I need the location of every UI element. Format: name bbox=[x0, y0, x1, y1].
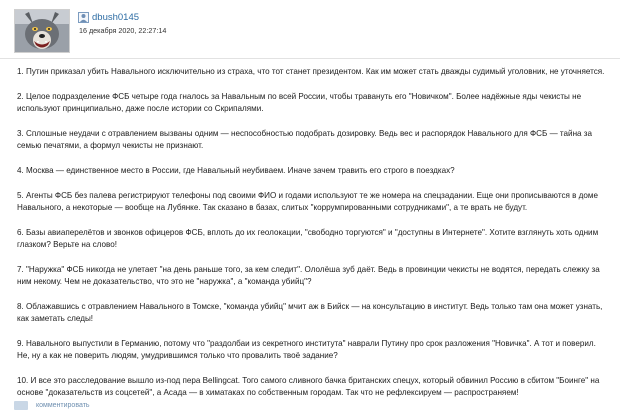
post-paragraph: 2. Целое подразделение ФСБ четыре года гналось за Навальным по всей России, чтобы травануть его "Новичком". Более надёжные яды чекисты не используют принципиально, даже после истории со Скрипалями. bbox=[17, 92, 582, 113]
post-body bbox=[17, 66, 607, 412]
comment-icon[interactable] bbox=[14, 401, 28, 410]
post-paragraph: 10. И все это расследование вышло из-под пера Bellingcat. Того самого сливного бачка британских спецух, который обвинил Россию в сбитом "Боинге" на основе "доказательств из соцсетей", а Асада — в химатаках по собственным городам. Так что не рефлексируем — распространяем! bbox=[17, 376, 600, 397]
post-paragraph: 3. Сплошные неудачи с отравлением вызваны одним — неспособностью подобрать дозировку. Ведь вес и распорядок Навального для ФСБ — тайна за семью печатями, а формул чекисты не признают. bbox=[17, 129, 593, 150]
post-header bbox=[0, 0, 620, 58]
post-paragraph: 8. Облажавшись с отравлением Навального в Томске, "команда убийц" мчит аж в Бийск — на консультацию в институт. Ведь только там она может узнать, как заметать следы! bbox=[17, 302, 603, 323]
author-row bbox=[78, 10, 139, 24]
avatar[interactable] bbox=[14, 9, 70, 53]
post-paragraph: 4. Москва — единственное место в России, где Навальный неубиваем. Иначе зачем травить его строго в поездках? bbox=[17, 166, 455, 175]
user-icon bbox=[78, 12, 89, 23]
post-paragraph: 5. Агенты ФСБ без палева регистрируют телефоны под своими ФИО и годами используют те же номера на спецзадании. Еще они прописываются в доме Навального, а некоторые — вообще на Лубянке. Так сказано в базах, слитых "коррумпированными сотрудниками", а те врать не будут. bbox=[17, 191, 598, 212]
header-divider bbox=[0, 58, 620, 59]
post-paragraph: 9. Навального выпустили в Германию, потому что "раздолбаи из секретного института" наврали Путину про срок разложения "Новичка". А тот и поверил. Не, ну а как не поверить людям, умудрившимся только что провалить твоё задание? bbox=[17, 339, 596, 360]
wolf-avatar-image bbox=[15, 10, 69, 52]
username-link[interactable]: dbush0145 bbox=[92, 11, 140, 23]
post-footer bbox=[14, 401, 90, 410]
comment-link[interactable]: комментировать bbox=[36, 402, 90, 409]
post-date: 16 декабря 2020, 22:27:14 bbox=[79, 26, 167, 35]
post-paragraph: 1. Путин приказал убить Навального исключительно из страха, что тот станет президентом. Как им может стать дважды судимый уголовник, не уточняется. bbox=[17, 67, 605, 76]
post-paragraph: 6. Базы авиаперелётов и звонков офицеров ФСБ, вплоть до их геолокации, "свободно торгуются" и "доступны в Интернете". Хотите взглянуть хоть одним глазком? Верьте на слово! bbox=[17, 228, 599, 249]
post-paragraph: 7. "Наружка" ФСБ никогда не улетает "на день раньше того, за кем следит". Ололёша зуб даёт. Ведь в провинции чекисты не водятся, передать слежку за ним некому. Чем не доказательство, что это не "наружка", а "команда убийц"? bbox=[17, 265, 600, 286]
